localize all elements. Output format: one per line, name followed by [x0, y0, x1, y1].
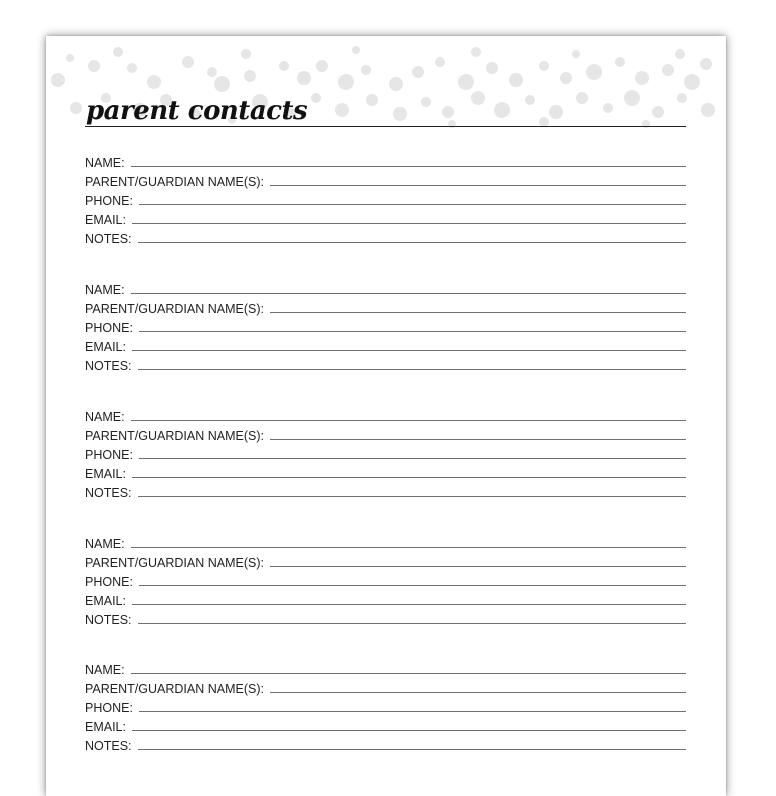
contact-block: [85, 658, 686, 753]
notes-write-line[interactable]: [138, 369, 686, 370]
decor-dot: [279, 61, 289, 71]
decor-dot: [366, 94, 378, 106]
decor-dot: [509, 73, 523, 87]
email-label: EMAIL:: [85, 594, 126, 608]
decor-dot: [435, 57, 445, 67]
name-label: NAME:: [85, 410, 125, 424]
decor-dot: [635, 71, 649, 85]
decor-dot: [147, 75, 161, 89]
worksheet-page: [46, 36, 726, 796]
decor-dot: [662, 64, 674, 76]
decor-dot: [700, 58, 712, 70]
decor-dot: [393, 107, 407, 121]
title-underline: [85, 126, 686, 127]
notes-write-line[interactable]: [138, 623, 686, 624]
notes-write-line[interactable]: [138, 242, 686, 243]
parents-label: PARENT/GUARDIAN NAME(S):: [85, 302, 264, 316]
decor-dot: [675, 49, 685, 59]
notes-field-row: [85, 227, 686, 246]
decor-dot: [352, 46, 360, 54]
decor-dot: [560, 72, 572, 84]
phone-write-line[interactable]: [139, 458, 686, 459]
email-field-row: [85, 715, 686, 734]
decor-dot: [624, 90, 640, 106]
notes-label: NOTES:: [85, 359, 132, 373]
email-label: EMAIL:: [85, 340, 126, 354]
decor-dot: [684, 74, 700, 90]
phone-field-row: [85, 696, 686, 715]
phone-write-line[interactable]: [139, 331, 686, 332]
name-write-line[interactable]: [131, 547, 686, 548]
decor-dot: [66, 54, 74, 62]
email-write-line[interactable]: [132, 350, 686, 351]
decor-dot: [677, 93, 687, 103]
email-field-row: [85, 589, 686, 608]
email-write-line[interactable]: [132, 223, 686, 224]
contact-block: [85, 151, 686, 246]
decor-dot: [458, 74, 474, 90]
phone-write-line[interactable]: [139, 585, 686, 586]
decor-dot: [603, 103, 613, 113]
email-label: EMAIL:: [85, 720, 126, 734]
notes-field-row: [85, 734, 686, 753]
name-label: NAME:: [85, 283, 125, 297]
notes-field-row: [85, 354, 686, 373]
name-write-line[interactable]: [131, 673, 686, 674]
contact-block: [85, 405, 686, 500]
decor-dot: [525, 95, 535, 105]
decor-dot: [51, 73, 65, 87]
name-write-line[interactable]: [131, 166, 686, 167]
decor-dot: [576, 92, 588, 104]
decor-dot: [389, 77, 403, 91]
decor-dot: [127, 63, 137, 73]
phone-label: PHONE:: [85, 701, 133, 715]
email-field-row: [85, 462, 686, 481]
phone-label: PHONE:: [85, 321, 133, 335]
decor-dot: [207, 67, 217, 77]
decor-dot: [701, 103, 715, 117]
email-field-row: [85, 208, 686, 227]
decor-dot: [311, 93, 321, 103]
name-write-line[interactable]: [131, 420, 686, 421]
contact-block: [85, 532, 686, 627]
notes-write-line[interactable]: [138, 749, 686, 750]
decor-dot: [70, 102, 82, 114]
parents-label: PARENT/GUARDIAN NAME(S):: [85, 429, 264, 443]
decor-dot: [113, 47, 123, 57]
decor-dot: [182, 56, 194, 68]
name-write-line[interactable]: [131, 293, 686, 294]
parents-write-line[interactable]: [270, 566, 686, 567]
parents-field-row: [85, 424, 686, 443]
decor-dot: [241, 49, 251, 59]
name-label: NAME:: [85, 537, 125, 551]
parents-field-row: [85, 551, 686, 570]
decor-dot: [297, 71, 311, 85]
decor-dot: [652, 106, 664, 118]
parents-write-line[interactable]: [270, 185, 686, 186]
email-write-line[interactable]: [132, 730, 686, 731]
name-field-row: [85, 405, 686, 424]
decor-dot: [471, 91, 485, 105]
parents-label: PARENT/GUARDIAN NAME(S):: [85, 556, 264, 570]
phone-write-line[interactable]: [139, 204, 686, 205]
parents-label: PARENT/GUARDIAN NAME(S):: [85, 682, 264, 696]
email-write-line[interactable]: [132, 604, 686, 605]
name-field-row: [85, 532, 686, 551]
decor-dot: [471, 47, 481, 57]
email-label: EMAIL:: [85, 213, 126, 227]
parents-label: PARENT/GUARDIAN NAME(S):: [85, 175, 264, 189]
name-label: NAME:: [85, 663, 125, 677]
phone-field-row: [85, 189, 686, 208]
decor-dot: [338, 74, 354, 90]
decor-dot: [421, 97, 431, 107]
decor-dot: [486, 62, 498, 74]
parents-field-row: [85, 297, 686, 316]
phone-field-row: [85, 316, 686, 335]
parents-write-line[interactable]: [270, 439, 686, 440]
page-title: parent contacts: [86, 96, 308, 126]
notes-label: NOTES:: [85, 486, 132, 500]
decor-dot: [615, 57, 625, 67]
name-field-row: [85, 278, 686, 297]
parents-write-line[interactable]: [270, 312, 686, 313]
notes-label: NOTES:: [85, 739, 132, 753]
contact-block: [85, 278, 686, 373]
decor-dot: [244, 70, 256, 82]
decor-dot: [549, 105, 563, 119]
decor-dot: [494, 102, 510, 118]
decor-dot: [572, 50, 580, 58]
notes-field-row: [85, 481, 686, 500]
name-field-row: [85, 658, 686, 677]
notes-write-line[interactable]: [138, 496, 686, 497]
notes-label: NOTES:: [85, 613, 132, 627]
decor-dot: [335, 103, 349, 117]
parents-field-row: [85, 170, 686, 189]
name-label: NAME:: [85, 156, 125, 170]
decor-dot: [586, 64, 602, 80]
email-write-line[interactable]: [132, 477, 686, 478]
phone-label: PHONE:: [85, 575, 133, 589]
decor-dot: [539, 61, 549, 71]
parents-field-row: [85, 677, 686, 696]
phone-label: PHONE:: [85, 194, 133, 208]
parents-write-line[interactable]: [270, 692, 686, 693]
notes-field-row: [85, 608, 686, 627]
notes-label: NOTES:: [85, 232, 132, 246]
phone-label: PHONE:: [85, 448, 133, 462]
decor-dot: [88, 60, 100, 72]
phone-field-row: [85, 570, 686, 589]
email-field-row: [85, 335, 686, 354]
decor-dot: [412, 66, 424, 78]
email-label: EMAIL:: [85, 467, 126, 481]
decor-dot: [316, 60, 328, 72]
decor-dot: [214, 76, 230, 92]
phone-write-line[interactable]: [139, 711, 686, 712]
decor-dot: [442, 106, 454, 118]
phone-field-row: [85, 443, 686, 462]
decor-dot: [361, 65, 371, 75]
name-field-row: [85, 151, 686, 170]
